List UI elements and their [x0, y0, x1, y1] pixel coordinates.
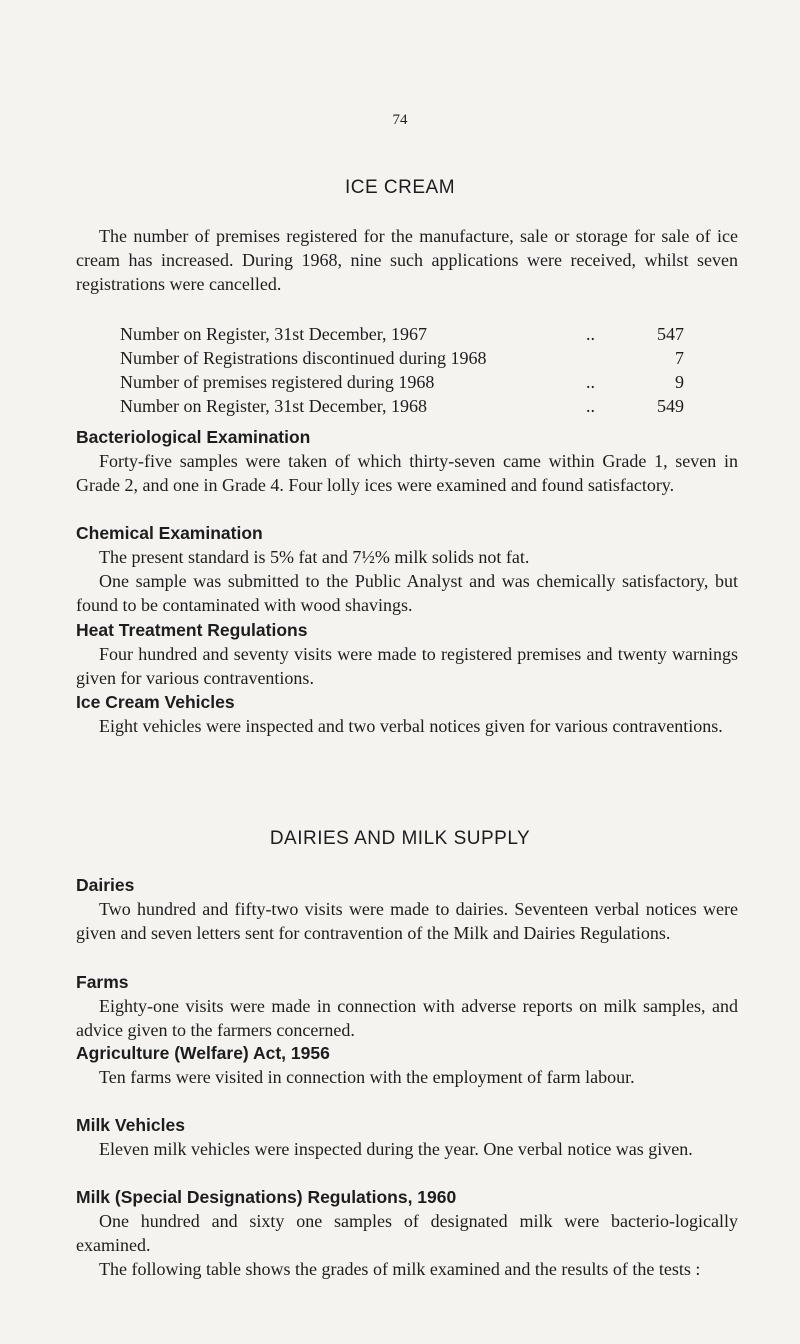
register-value: 9 — [675, 372, 684, 392]
agriculture-section — [76, 1041, 738, 1089]
bacteriological-section — [76, 425, 738, 497]
special-designations-text-table-intro: The following table shows the grades of milk examined and the results of the tests : — [99, 1259, 701, 1279]
special-designations-heading: Milk (Special Designations) Regulations, 1960 — [76, 1187, 457, 1207]
table-row — [120, 322, 684, 346]
table-row — [120, 394, 684, 418]
special-designations-section — [76, 1185, 738, 1281]
table-row — [120, 370, 684, 394]
register-label: Number of premises registered during 1968 — [120, 372, 435, 392]
bacteriological-text: Forty-five samples were taken of which thirty-seven came within Grade 1, seven in Grade 2, and one in Grade 4. Four lolly ices were examined and found satisfactory. — [76, 451, 738, 495]
ice-cream-vehicles-text: Eight vehicles were inspected and two verbal notices given for various contraventions. — [99, 716, 723, 736]
special-designations-text-samples: One hundred and sixty one samples of designated milk were bacterio-logically examined. — [76, 1211, 738, 1255]
page-number: 74 — [392, 112, 408, 128]
agriculture-heading: Agriculture (Welfare) Act, 1956 — [76, 1043, 330, 1063]
register-value: 547 — [657, 324, 684, 344]
heat-treatment-text: Four hundred and seventy visits were made to registered premises and twenty warnings given for various contraventions. — [76, 644, 738, 688]
ice-cream-vehicles-heading: Ice Cream Vehicles — [76, 692, 235, 712]
register-label: Number on Register, 31st December, 1967 — [120, 324, 427, 344]
ice-cream-intro-block — [76, 224, 738, 296]
register-label: Number on Register, 31st December, 1968 — [120, 396, 427, 416]
ice-cream-title: ICE CREAM — [344, 177, 456, 198]
dairies-heading: Dairies — [76, 875, 135, 895]
register-table — [120, 322, 684, 418]
agriculture-text: Ten farms were visited in connection with the employment of farm labour. — [99, 1067, 635, 1087]
farms-section — [76, 970, 738, 1042]
farms-heading: Farms — [76, 972, 129, 992]
milk-vehicles-section — [76, 1113, 738, 1161]
register-leader: .. — [586, 396, 595, 416]
register-label: Number of Registrations discontinued during 1968 — [120, 348, 487, 368]
farms-text: Eighty-one visits were made in connection with adverse reports on milk samples, and advice given to the farmers concerned. — [76, 996, 738, 1040]
dairies-text: Two hundred and fifty-two visits were made to dairies. Seventeen verbal notices were given and seven letters sent for contravention of the Milk and Dairies Regulations. — [76, 899, 738, 943]
ice-cream-vehicles-section — [76, 690, 738, 738]
ice-cream-intro: The number of premises registered for the manufacture, sale or storage for sale of ice cream has increased. During 1968, nine such applications were received, whilst seven registrations were cancelled. — [76, 226, 738, 294]
milk-vehicles-heading: Milk Vehicles — [76, 1115, 185, 1135]
chemical-section — [76, 521, 738, 617]
register-value: 7 — [675, 348, 684, 368]
dairies-milk-title: DAIRIES AND MILK SUPPLY — [269, 828, 531, 849]
dairies-section — [76, 873, 738, 945]
register-value: 549 — [657, 396, 684, 416]
chemical-heading: Chemical Examination — [76, 523, 263, 543]
milk-vehicles-text: Eleven milk vehicles were inspected during the year. One verbal notice was given. — [99, 1139, 693, 1159]
chemical-text-standard: The present standard is 5% fat and 7½% milk solids not fat. — [99, 547, 530, 567]
register-leader: .. — [586, 372, 595, 392]
heat-treatment-heading: Heat Treatment Regulations — [76, 620, 308, 640]
heat-treatment-section — [76, 618, 738, 690]
register-leader — [586, 346, 636, 370]
table-row — [120, 346, 684, 370]
register-leader: .. — [586, 324, 595, 344]
bacteriological-heading: Bacteriological Examination — [76, 427, 311, 447]
chemical-text-sample: One sample was submitted to the Public Analyst and was chemically satisfactory, but found to be contaminated with wood shavings. — [76, 571, 738, 615]
